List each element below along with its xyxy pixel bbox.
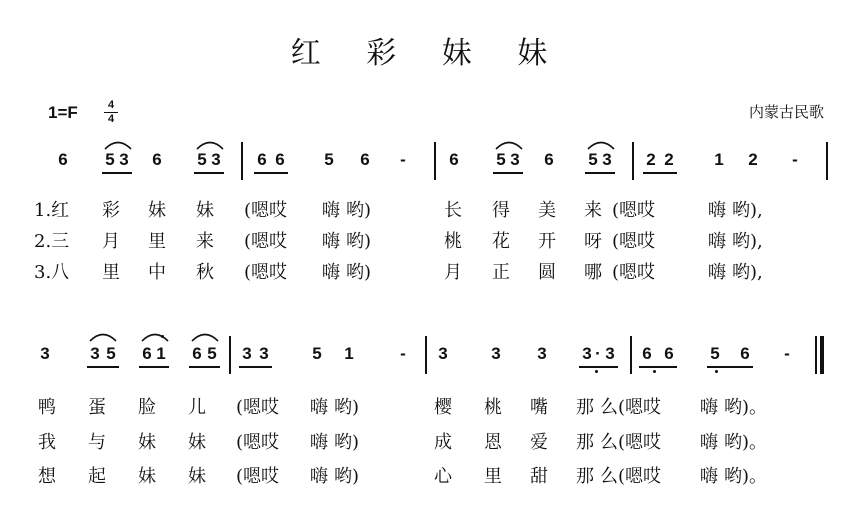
final-barline-thick [820, 336, 824, 374]
lyric: (嗯哎 [244, 200, 288, 221]
lyric: 甜 [530, 466, 548, 487]
lyric: 哟)。 [724, 432, 768, 453]
note: 2 [664, 150, 674, 169]
lyric: 哟), [732, 231, 763, 252]
lyric: 彩 [102, 200, 120, 221]
song-credit: 内蒙古民歌 [748, 103, 824, 121]
barline [425, 336, 427, 374]
lyric: (嗯哎 [236, 397, 280, 418]
octave-dot-low [595, 370, 598, 373]
eighth-underline [639, 366, 677, 368]
lyric: 起 [88, 466, 106, 487]
slur-mark [587, 138, 615, 150]
augmentation-dot: · [595, 344, 601, 363]
note: 5 [496, 150, 506, 169]
note: - [784, 344, 790, 363]
lyric: 那 [576, 432, 594, 453]
eighth-underline [707, 366, 753, 368]
note: 3 [491, 344, 501, 363]
note: 3 [211, 150, 221, 169]
slur-mark [191, 330, 219, 342]
lyric: 中 [148, 262, 166, 283]
lyric: 嗨 [700, 432, 718, 453]
barline [434, 142, 436, 180]
lyric: 月 [102, 231, 120, 252]
lyric: 脸 [138, 397, 156, 418]
note: 1 [714, 150, 724, 169]
slur-mark [196, 138, 224, 150]
lyric: 正 [492, 262, 510, 283]
lyric: 来 [196, 231, 214, 252]
note: 3 [119, 150, 129, 169]
note: 5 [105, 150, 115, 169]
note: 3 [40, 344, 50, 363]
octave-dot-low [653, 370, 656, 373]
note: 1 [344, 344, 354, 363]
note: 5 [197, 150, 207, 169]
lyric: 那 [576, 466, 594, 487]
lyric: 嗨 [322, 231, 340, 252]
note: 6 [449, 150, 459, 169]
lyric: 哟) [334, 466, 360, 487]
note: 5 [710, 344, 720, 363]
note: 3 [582, 344, 592, 363]
note: 3 [602, 150, 612, 169]
barline [826, 142, 828, 180]
eighth-underline [239, 366, 272, 368]
note: - [400, 150, 406, 169]
lyric: 妹 [188, 466, 206, 487]
lyric: 桃 [444, 231, 462, 252]
lyric: 哟), [732, 200, 763, 221]
note: 6 [664, 344, 674, 363]
lyric: 哟), [732, 262, 763, 283]
note: 6 [192, 344, 202, 363]
lyric: 么(嗯哎 [600, 397, 662, 418]
note: - [792, 150, 798, 169]
lyric: 成 [434, 432, 452, 453]
lyric: 么(嗯哎 [600, 432, 662, 453]
eighth-underline [87, 366, 119, 368]
lyric: 嗨 [708, 200, 726, 221]
note: 3 [510, 150, 520, 169]
eighth-underline [585, 172, 615, 174]
lyric: 圆 [538, 262, 556, 283]
lyric: 嗨 [322, 262, 340, 283]
eighth-underline [254, 172, 288, 174]
eighth-underline [579, 366, 618, 368]
lyric: 么(嗯哎 [600, 466, 662, 487]
eighth-underline [189, 366, 220, 368]
note: 3 [90, 344, 100, 363]
lyric: (嗯哎 [612, 200, 656, 221]
note: 6 [544, 150, 554, 169]
lyric: 与 [88, 432, 106, 453]
lyric: 嗨 [310, 466, 328, 487]
final-barline-thin [815, 336, 817, 374]
lyric: 桃 [484, 397, 502, 418]
lyric: 里 [102, 262, 120, 283]
key-signature: 1=F [48, 103, 78, 122]
note: 3 [537, 344, 547, 363]
lyric: 儿 [188, 397, 206, 418]
lyric: 里 [148, 231, 166, 252]
lyric: 呀 [584, 231, 602, 252]
note: 1 [156, 344, 166, 363]
note: 3 [605, 344, 615, 363]
slur-mark [495, 138, 523, 150]
note: 6 [642, 344, 652, 363]
lyric: 嗨 [708, 262, 726, 283]
barline [632, 142, 634, 180]
note: 6 [142, 344, 152, 363]
lyric: (嗯哎 [612, 231, 656, 252]
octave-dot-low [715, 370, 718, 373]
eighth-underline [102, 172, 132, 174]
time-signature-top: 4 [107, 99, 115, 111]
lyric: 哟) [334, 432, 360, 453]
lyric: 嗨 [310, 432, 328, 453]
lyric: (嗯哎 [244, 262, 288, 283]
lyric: 嗨 [700, 397, 718, 418]
slur-mark [141, 330, 169, 342]
note: 3 [259, 344, 269, 363]
lyric: 花 [492, 231, 510, 252]
lyric: 哟) [346, 200, 372, 221]
lyric: 想 [38, 466, 56, 487]
note: 5 [207, 344, 217, 363]
lyric: 爱 [530, 432, 548, 453]
lyric: 哟) [346, 262, 372, 283]
lyric: 2.三 [34, 231, 70, 252]
note: 2 [748, 150, 758, 169]
eighth-underline [194, 172, 224, 174]
lyric: 长 [444, 200, 462, 221]
lyric: (嗯哎 [236, 466, 280, 487]
time-signature-bottom: 4 [107, 113, 115, 125]
barline [229, 336, 231, 374]
lyric: (嗯哎 [236, 432, 280, 453]
note: 5 [588, 150, 598, 169]
lyric: 得 [492, 200, 510, 221]
note: 3 [438, 344, 448, 363]
slur-mark [89, 330, 117, 342]
eighth-underline [493, 172, 523, 174]
lyric: 妹 [138, 466, 156, 487]
lyric: 来 [584, 200, 602, 221]
lyric: 里 [484, 466, 502, 487]
song-title: 红 彩 妹 妹 [290, 36, 566, 71]
note: 5 [106, 344, 116, 363]
lyric: 妹 [138, 432, 156, 453]
lyric: 月 [444, 262, 462, 283]
note: 6 [152, 150, 162, 169]
note: 2 [646, 150, 656, 169]
lyric: 嗨 [700, 466, 718, 487]
lyric: (嗯哎 [612, 262, 656, 283]
lyric: 1.红 [34, 200, 70, 221]
lyric: 美 [538, 200, 556, 221]
note: - [400, 344, 406, 363]
lyric: 我 [38, 432, 56, 453]
lyric: 哟) [346, 231, 372, 252]
barline [241, 142, 243, 180]
lyric: 嘴 [530, 397, 548, 418]
slur-mark [104, 138, 132, 150]
lyric: (嗯哎 [244, 231, 288, 252]
note: 6 [275, 150, 285, 169]
lyric: 蛋 [88, 397, 106, 418]
lyric: 心 [434, 466, 452, 487]
lyric: 哪 [584, 262, 602, 283]
lyric: 3.八 [34, 262, 70, 283]
lyric: 妹 [148, 200, 166, 221]
lyric: 妹 [188, 432, 206, 453]
lyric: 哟)。 [724, 466, 768, 487]
lyric: 嗨 [322, 200, 340, 221]
note: 5 [312, 344, 322, 363]
time-signature [104, 100, 118, 125]
eighth-underline [139, 366, 169, 368]
lyric: 樱 [434, 397, 452, 418]
lyric: 鸭 [38, 397, 56, 418]
eighth-underline [643, 172, 677, 174]
note: 6 [58, 150, 68, 169]
lyric: 哟)。 [724, 397, 768, 418]
lyric: 那 [576, 397, 594, 418]
lyric: 嗨 [708, 231, 726, 252]
lyric: 秋 [196, 262, 214, 283]
note: 6 [740, 344, 750, 363]
note: 6 [257, 150, 267, 169]
note: 5 [324, 150, 334, 169]
lyric: 哟) [334, 397, 360, 418]
lyric: 嗨 [310, 397, 328, 418]
lyric: 妹 [196, 200, 214, 221]
note: 3 [242, 344, 252, 363]
note: 6 [360, 150, 370, 169]
barline [630, 336, 632, 374]
lyric: 开 [538, 231, 556, 252]
lyric: 恩 [484, 432, 502, 453]
